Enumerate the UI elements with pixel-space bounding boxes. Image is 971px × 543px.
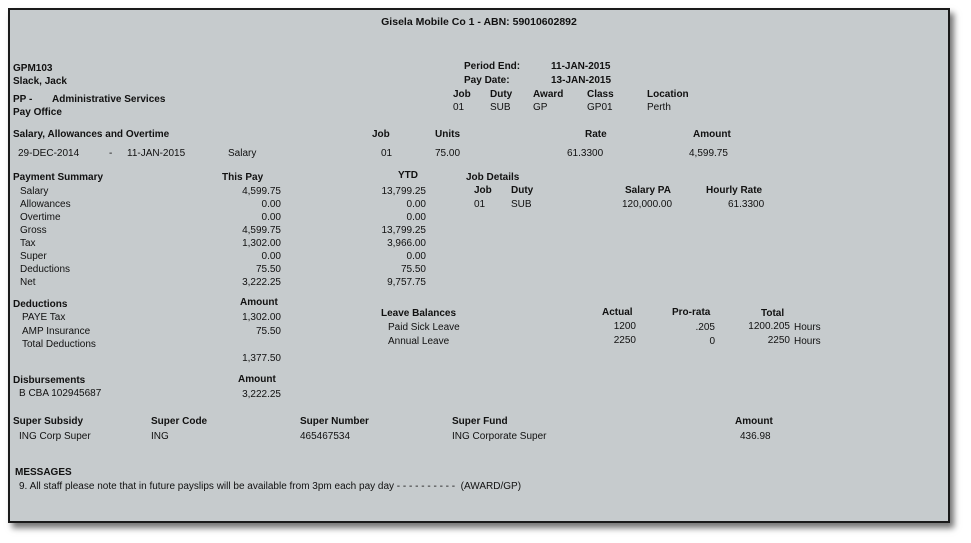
leave-total: 1200.205 — [748, 321, 790, 332]
period-end-label: Period End: — [464, 61, 521, 72]
super-fund-header: Super Fund — [452, 416, 508, 427]
super-code: ING — [151, 431, 169, 442]
disbursement-account: B CBA 102945687 — [19, 388, 102, 399]
super-amount: 436.98 — [740, 431, 771, 442]
deduction-amount: 75.50 — [255, 326, 281, 337]
super-number-header: Super Number — [300, 416, 369, 427]
message-text: 9. All staff please note that in future payslips will be available from 3pm each pay day - - - - - - - - - - (AWARD/GP) — [19, 481, 522, 492]
messages-title: MESSAGES — [15, 467, 72, 478]
summary-this-pay: 0.00 — [261, 212, 281, 223]
job-details-duty-header: Duty — [511, 185, 534, 196]
summary-this-pay: 0.00 — [261, 199, 281, 210]
leave-pro-rata-header: Pro-rata — [672, 307, 711, 318]
summary-ytd: 75.50 — [400, 264, 426, 275]
summary-label: Salary — [20, 186, 49, 197]
job-details-hourly-rate-header: Hourly Rate — [706, 185, 763, 196]
summary-this-pay: 4,599.75 — [242, 186, 281, 197]
summary-ytd: 0.00 — [406, 212, 426, 223]
summary-this-pay: 4,599.75 — [242, 225, 281, 236]
pay-date-value: 13-JAN-2015 — [551, 75, 612, 86]
salary-job: 01 — [381, 148, 393, 159]
summary-this-pay: 0.00 — [261, 251, 281, 262]
leave-total-header: Total — [761, 308, 785, 319]
salary-units-header: Units — [435, 129, 460, 140]
total-deductions-amount: 1,377.50 — [242, 353, 281, 364]
leave-pro-rata: 0 — [709, 336, 715, 347]
job-details-duty: SUB — [511, 199, 532, 210]
super-subsidy-header: Super Subsidy — [13, 416, 84, 427]
assignment-duty-value: SUB — [490, 102, 511, 113]
job-details-title: Job Details — [466, 172, 520, 183]
leave-type-label: Annual Leave — [388, 336, 450, 347]
leave-type-label: Paid Sick Leave — [388, 322, 460, 333]
period-end-value: 11-JAN-2015 — [551, 61, 611, 72]
disbursements-amount-header: Amount — [238, 374, 276, 385]
summary-ytd: 9,757.75 — [387, 277, 426, 288]
disbursements-title: Disbursements — [13, 375, 86, 386]
company-title: Gisela Mobile Co 1 - ABN: 59010602892 — [381, 16, 577, 28]
leave-pro-rata: .205 — [695, 322, 715, 333]
summary-this-pay: 75.50 — [255, 264, 281, 275]
leave-actual: 2250 — [613, 335, 636, 346]
salary-units: 75.00 — [435, 148, 461, 159]
super-code-header: Super Code — [151, 416, 208, 427]
salary-amount-header: Amount — [693, 129, 731, 140]
this-pay-header: This Pay — [222, 172, 264, 183]
leave-actual-header: Actual — [602, 307, 633, 318]
deductions-title: Deductions — [13, 299, 68, 310]
assignment-job-header: Job — [453, 89, 471, 100]
assignment-location-header: Location — [647, 89, 689, 100]
job-details-salary-pa-header: Salary PA — [625, 185, 671, 196]
disbursement-amount: 3,222.25 — [242, 389, 281, 400]
assignment-job-value: 01 — [453, 102, 465, 113]
assignment-duty-header: Duty — [490, 89, 513, 100]
salary-rate: 61.3300 — [567, 148, 604, 159]
summary-label: Overtime — [20, 212, 61, 223]
salary-type: Salary — [228, 148, 257, 159]
summary-label: Super — [20, 251, 47, 262]
employee-name: Slack, Jack — [13, 76, 67, 87]
summary-ytd: 13,799.25 — [381, 186, 426, 197]
deduction-label: PAYE Tax — [22, 312, 66, 323]
summary-label: Tax — [20, 238, 36, 249]
salary-date-dash: - — [109, 148, 113, 159]
deduction-label: AMP Insurance — [22, 326, 91, 337]
super-number: 465467534 — [300, 431, 351, 442]
salary-from-date: 29-DEC-2014 — [18, 148, 80, 159]
salary-to-date: 11-JAN-2015 — [127, 148, 186, 159]
leave-total: 2250 — [767, 335, 790, 346]
assignment-award-header: Award — [533, 89, 564, 100]
super-amount-header: Amount — [735, 416, 773, 427]
pay-date-label: Pay Date: — [464, 75, 510, 86]
summary-label: Allowances — [20, 199, 71, 210]
employee-code: GPM103 — [13, 63, 53, 74]
payment-summary-title: Payment Summary — [13, 172, 104, 183]
summary-this-pay: 3,222.25 — [242, 277, 281, 288]
leave-unit: Hours — [794, 322, 821, 333]
summary-label: Gross — [20, 225, 47, 236]
summary-label: Deductions — [20, 264, 71, 275]
total-deductions-label: Total Deductions — [22, 339, 96, 350]
summary-label: Net — [20, 277, 36, 288]
job-details-salary-pa: 120,000.00 — [622, 199, 673, 210]
job-details-hourly-rate: 61.3300 — [728, 199, 765, 210]
summary-ytd: 0.00 — [406, 199, 426, 210]
assignment-class-header: Class — [587, 89, 614, 100]
salary-rate-header: Rate — [585, 129, 607, 140]
summary-ytd: 3,966.00 — [387, 238, 426, 249]
job-details-job: 01 — [474, 199, 486, 210]
pp-label: PP - — [13, 94, 33, 105]
summary-this-pay: 1,302.00 — [242, 238, 281, 249]
pay-office: Pay Office — [13, 107, 62, 118]
super-subsidy: ING Corp Super — [19, 431, 91, 442]
deduction-amount: 1,302.00 — [242, 312, 281, 323]
ytd-header: YTD — [398, 170, 418, 181]
salary-section-title: Salary, Allowances and Overtime — [13, 129, 170, 140]
assignment-class-value: GP01 — [587, 102, 613, 113]
leave-unit: Hours — [794, 336, 821, 347]
salary-amount: 4,599.75 — [689, 148, 728, 159]
assignment-award-value: GP — [533, 102, 548, 113]
assignment-location-value: Perth — [647, 102, 671, 113]
deductions-amount-header: Amount — [240, 297, 278, 308]
summary-ytd: 0.00 — [406, 251, 426, 262]
leave-balances-title: Leave Balances — [381, 308, 457, 319]
leave-actual: 1200 — [613, 321, 636, 332]
job-details-job-header: Job — [474, 185, 492, 196]
payslip-panel — [8, 8, 950, 523]
super-fund: ING Corporate Super — [452, 431, 547, 442]
salary-job-header: Job — [372, 129, 390, 140]
summary-ytd: 13,799.25 — [381, 225, 426, 236]
department: Administrative Services — [52, 94, 166, 105]
